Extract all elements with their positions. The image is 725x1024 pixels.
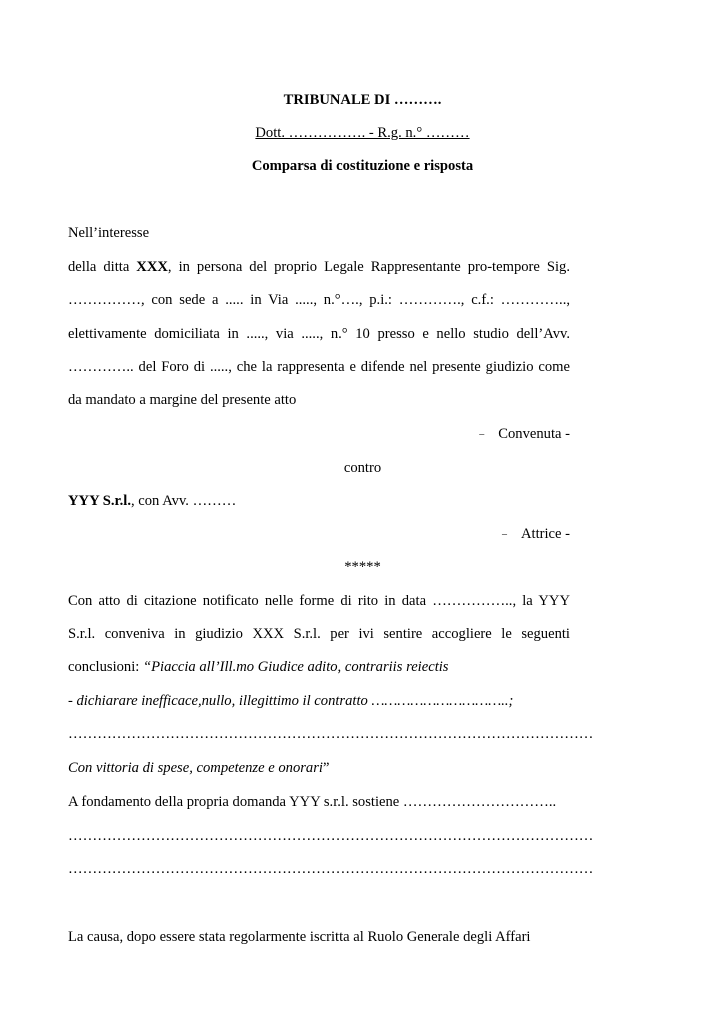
dotted-line: ……………………………………………………………………………………………… xyxy=(68,861,594,877)
dotted-line: ……………………………………………………………………………………………… xyxy=(68,828,594,844)
counterparty-line: YYY S.r.l., con Avv. ……… xyxy=(68,493,237,509)
paragraph-line: della ditta XXX, in persona del proprio Legale Rappresentante pro-tempore Sig. xyxy=(68,259,570,275)
paragraph-line: ………….. del Foro di ....., che la rappresenta e difende nel presente giudizio come xyxy=(68,359,570,375)
interest-label: Nell’interesse xyxy=(68,225,150,241)
paragraph-line: elettivamente domiciliata in ....., via ....., n.° 10 presso e nello studio dell’Avv. xyxy=(68,326,570,342)
court-heading: TRIBUNALE DI ………. xyxy=(283,92,442,108)
paragraph-line: Con atto di citazione notificato nelle forme di rito in data …………….., la YYY xyxy=(68,593,570,609)
paragraph-line: S.r.l. conveniva in giudizio XXX S.r.l. per ivi sentire accogliere le seguenti xyxy=(68,626,570,642)
paragraph-line: - dichiarare inefficace,nullo, illegittimo il contratto …………………………..; xyxy=(68,693,514,709)
judge-line: Dott. ……………. - R.g. n.° ……… xyxy=(255,125,470,141)
paragraph-line: ……………, con sede a ..... in Via ....., n.°…., p.i.: …………., c.f.: ………….., xyxy=(68,292,570,308)
document-title: Comparsa di costituzione e risposta xyxy=(251,158,474,174)
attrice-label: – Attrice - xyxy=(501,526,570,542)
separator-stars: ***** xyxy=(344,559,381,575)
dotted-line: ……………………………………………………………………………………………… xyxy=(68,726,594,742)
contro-label: contro xyxy=(343,460,382,476)
convenuta-label: – Convenuta - xyxy=(479,426,570,442)
paragraph-line: A fondamento della propria domanda YYY s.r.l. sostiene ………………………….. xyxy=(68,794,557,810)
paragraph-line: conclusioni: “Piaccia all’Ill.mo Giudice adito, contrariis reiectis xyxy=(68,659,449,675)
paragraph-line: La causa, dopo essere stata regolarmente iscritta al Ruolo Generale degli Affari xyxy=(68,929,531,945)
paragraph-line: da mandato a margine del presente atto xyxy=(68,392,297,408)
paragraph-line: Con vittoria di spese, competenze e onorari” xyxy=(68,760,330,776)
